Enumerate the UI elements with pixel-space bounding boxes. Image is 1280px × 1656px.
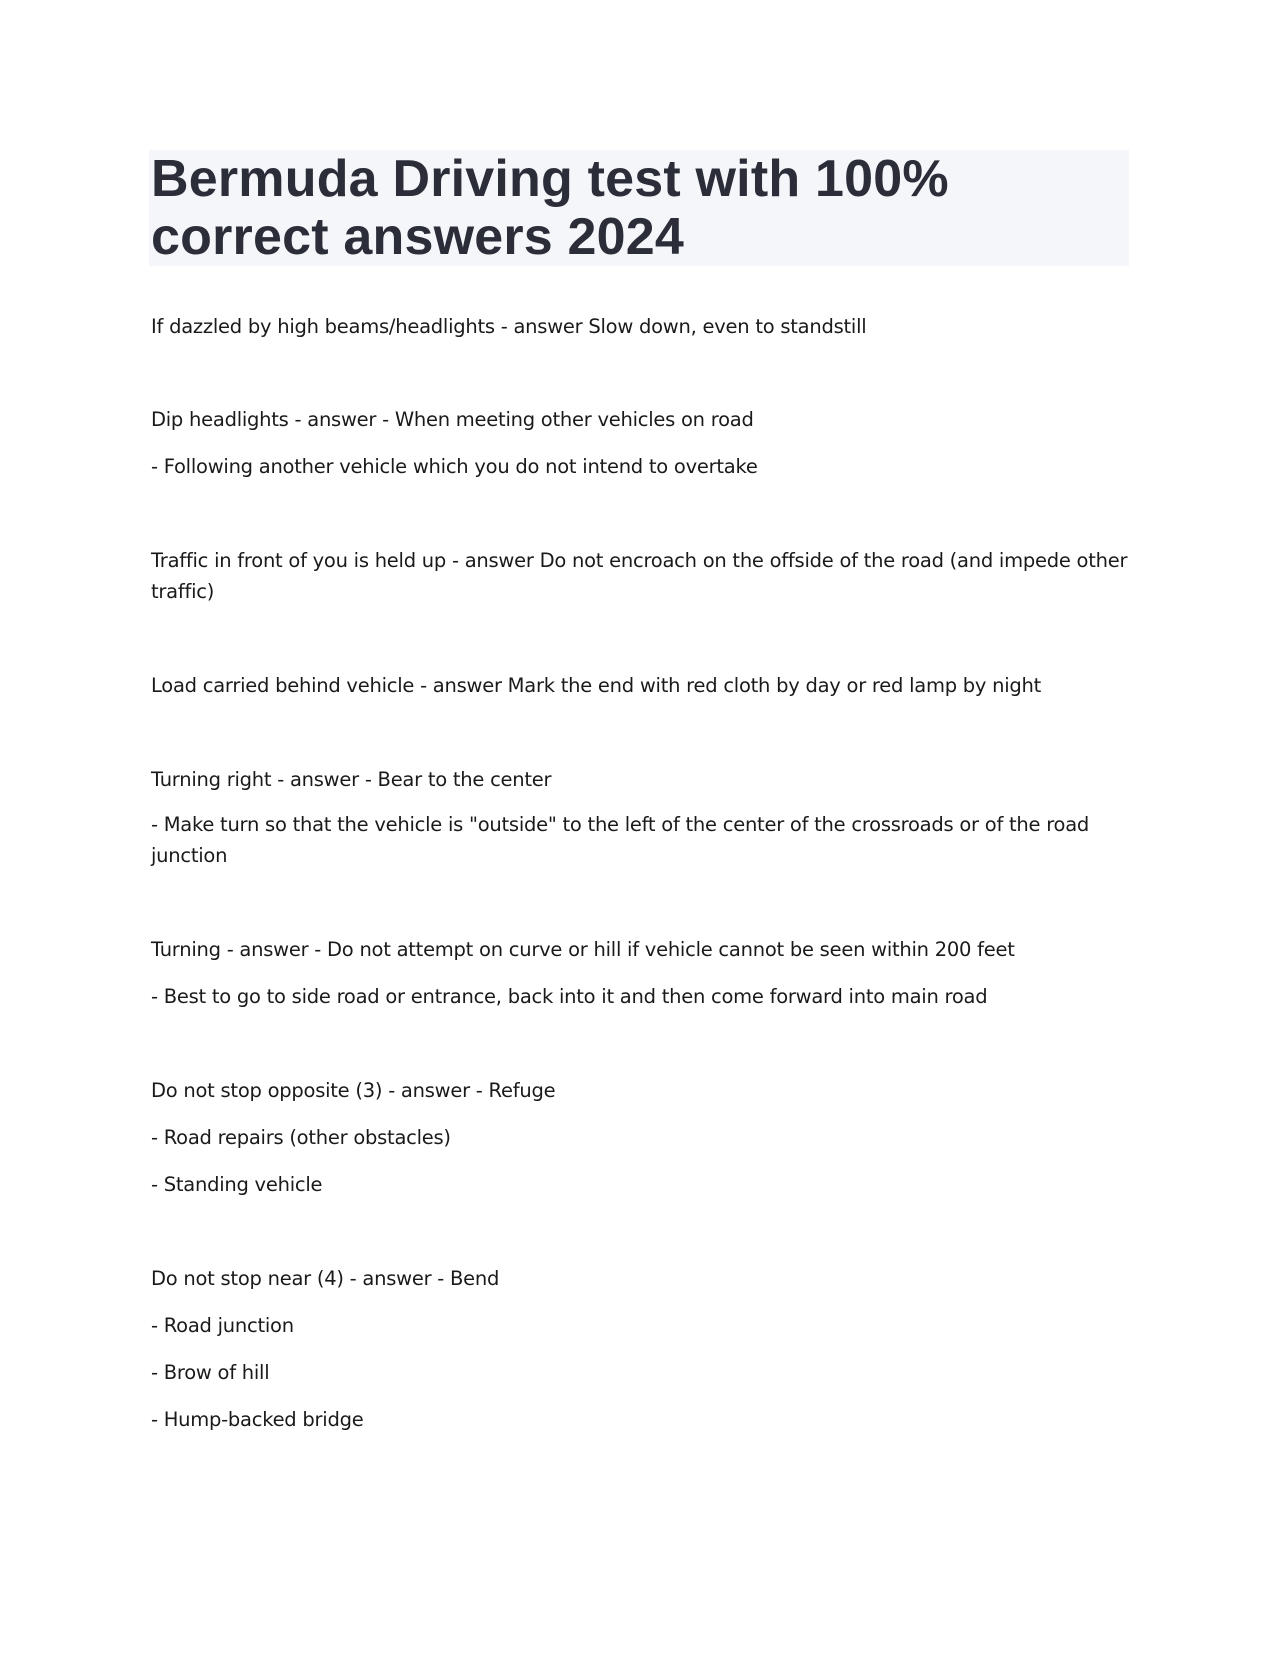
qa-line: - Following another vehicle which you do not intend to overtake	[151, 455, 758, 478]
qa-line: - Hump-backed bridge	[151, 1408, 364, 1431]
document-title: Bermuda Driving test with 100% correct answers 2024	[151, 150, 949, 266]
qa-line: - Standing vehicle	[151, 1173, 323, 1196]
qa-line: Load carried behind vehicle - answer Mark the end with red cloth by day or red lamp by night	[151, 674, 1042, 697]
qa-line: If dazzled by high beams/headlights - answer Slow down, even to standstill	[151, 315, 867, 338]
qa-line: Turning right - answer - Bear to the center	[151, 768, 552, 791]
qa-line: Do not stop opposite (3) - answer - Refuge	[151, 1079, 556, 1102]
qa-line: - Best to go to side road or entrance, back into it and then come forward into main road	[151, 985, 988, 1008]
qa-line: - Road repairs (other obstacles)	[151, 1126, 451, 1149]
qa-line: Turning - answer - Do not attempt on curve or hill if vehicle cannot be seen within 200 feet	[151, 938, 1015, 961]
qa-line: Do not stop near (4) - answer - Bend	[151, 1267, 500, 1290]
qa-line: Dip headlights - answer - When meeting other vehicles on road	[151, 408, 754, 431]
qa-line: - Brow of hill	[151, 1361, 270, 1384]
qa-line: - Road junction	[151, 1314, 294, 1337]
qa-line: - Make turn so that the vehicle is "outside" to the left of the center of the crossroads or of the road junction	[151, 813, 1090, 867]
qa-line: Traffic in front of you is held up - answer Do not encroach on the offside of the road (and impede other traffic)	[151, 549, 1128, 603]
